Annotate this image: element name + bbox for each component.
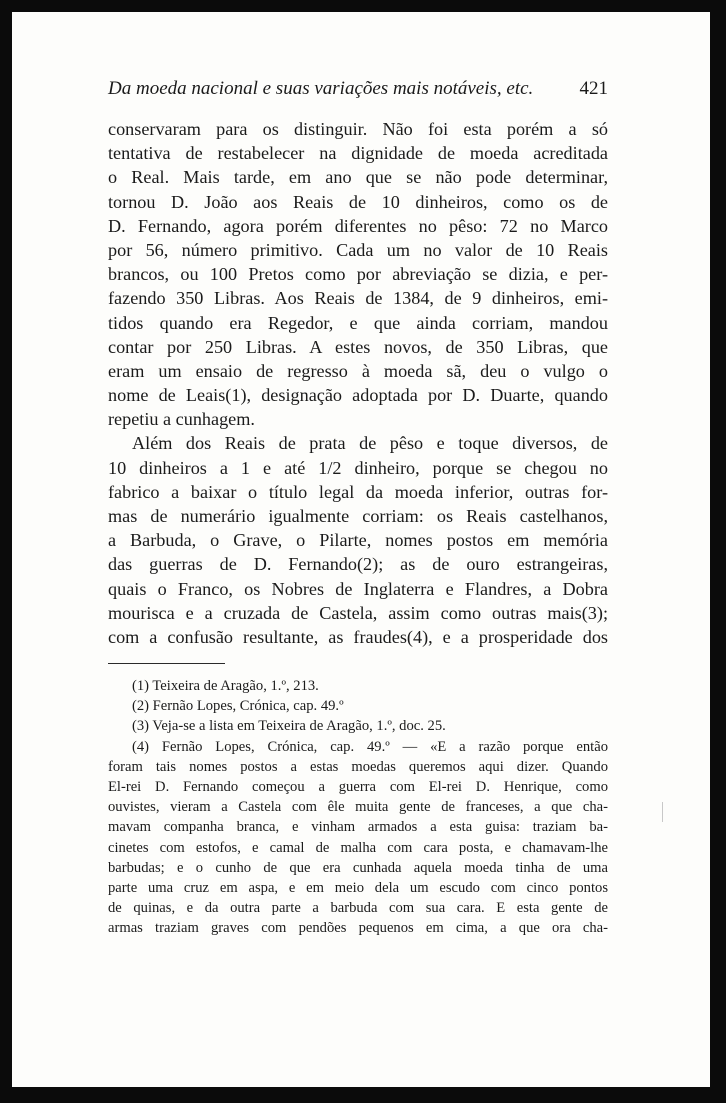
text-line: quais o Franco, os Nobres de Inglaterra e Flandres, a Dobra [108, 578, 608, 599]
footnote-line: (4) Fernão Lopes, Crónica, cap. 49.º — «E a razão porque então [132, 738, 608, 755]
text-line: o Real. Mais tarde, em ano que se não pode determinar, [108, 167, 608, 188]
footnote-line: (1) Teixeira de Aragão, 1.º, 213. [132, 678, 319, 694]
text-line: com a confusão resultante, as fraudes(4), e a prosperidade dos [108, 626, 608, 647]
text-line: das guerras de D. Fernando(2); as de ouro estrangeiras, [108, 554, 608, 575]
text-line: mourisca e a cruzada de Castela, assim como outras mais(3); [108, 602, 608, 623]
footnote-line: foram tais nomes postos a estas moedas queremos aqui dizer. Quando [108, 758, 608, 775]
text-line: fabrico a baixar o título legal da moeda inferior, outras for- [108, 481, 608, 502]
text-line: tornou D. João aos Reais de 10 dinheiros, como os de [108, 191, 608, 212]
page-header [108, 78, 608, 100]
footnote-line: ouvistes, vieram a Castela com êle muita gente de franceses, a que cha- [108, 799, 608, 816]
footnote-line: armas traziam graves com pendões pequenos em cima, a que ora cha- [108, 920, 608, 937]
footnote-line: El-rei D. Fernando começou a guerra com El-rei D. Henrique, como [108, 778, 608, 795]
text-line: nome de Leais(1), designação adoptada por D. Duarte, quando [108, 385, 608, 406]
footnote-line: barbudas; e o cunho de que era cunhada aquela moeda tinha de uma [108, 859, 608, 876]
text-line: mas de numerário igualmente corriam: os Reais castelhanos, [108, 506, 608, 526]
main-text [108, 117, 608, 649]
text-line: contar por 250 Libras. A estes novos, de 350 Libras, que [108, 336, 608, 357]
text-line: repetiu a cunhagem. [108, 409, 255, 430]
scan-mark [662, 802, 663, 822]
footnote-rule [108, 663, 225, 664]
text-line: 10 dinheiros a 1 e até 1/2 dinheiro, porque se chegou no [108, 457, 608, 478]
footnote-line: mavam companha branca, e vinham armados a esta guisa: traziam ba- [108, 819, 608, 836]
footnote-line: cinetes com estofos, e camal de malha com cara posta, e chamavam-lhe [108, 839, 608, 856]
book-page [12, 12, 710, 1087]
text-line: Além dos Reais de prata de pêso e toque diversos, de [132, 433, 608, 454]
footnote-line: parte uma cruz em aspa, e em meio dela um escudo com cinco pontos [108, 879, 608, 896]
text-line: por 56, número primitivo. Cada um no valor de 10 Reais [108, 239, 608, 260]
text-line: tentativa de restabelecer na dignidade de moeda acreditada [108, 143, 608, 164]
text-line: brancos, ou 100 Pretos como por abreviação se dizia, e per- [108, 264, 608, 285]
footnotes [108, 676, 608, 938]
footnote-line: de quinas, e da outra parte a barbuda com sua cara. E esta gente de [108, 900, 608, 917]
text-line: tidos quando era Regedor, e que ainda corriam, mandou [108, 312, 608, 333]
footnote-line: (3) Veja-se a lista em Teixeira de Aragão, 1.º, doc. 25. [132, 718, 446, 735]
text-line: a Barbuda, o Grave, o Pilarte, nomes postos em memória [108, 530, 608, 551]
text-line: D. Fernando, agora porém diferentes no pêso: 72 no Marco [108, 215, 608, 236]
text-line: eram um ensaio de regresso à moeda sã, deu o vulgo o [108, 360, 608, 381]
text-line: fazendo 350 Libras. Aos Reais de 1384, de 9 dinheiros, emi- [108, 288, 608, 309]
running-title: Da moeda nacional e suas variações mais notáveis, etc. [108, 78, 534, 99]
footnote-line: (2) Fernão Lopes, Crónica, cap. 49.º [132, 698, 344, 715]
text-line: conservaram para os distinguir. Não foi esta porém a só [108, 119, 608, 139]
page-number: 421 [579, 78, 608, 99]
